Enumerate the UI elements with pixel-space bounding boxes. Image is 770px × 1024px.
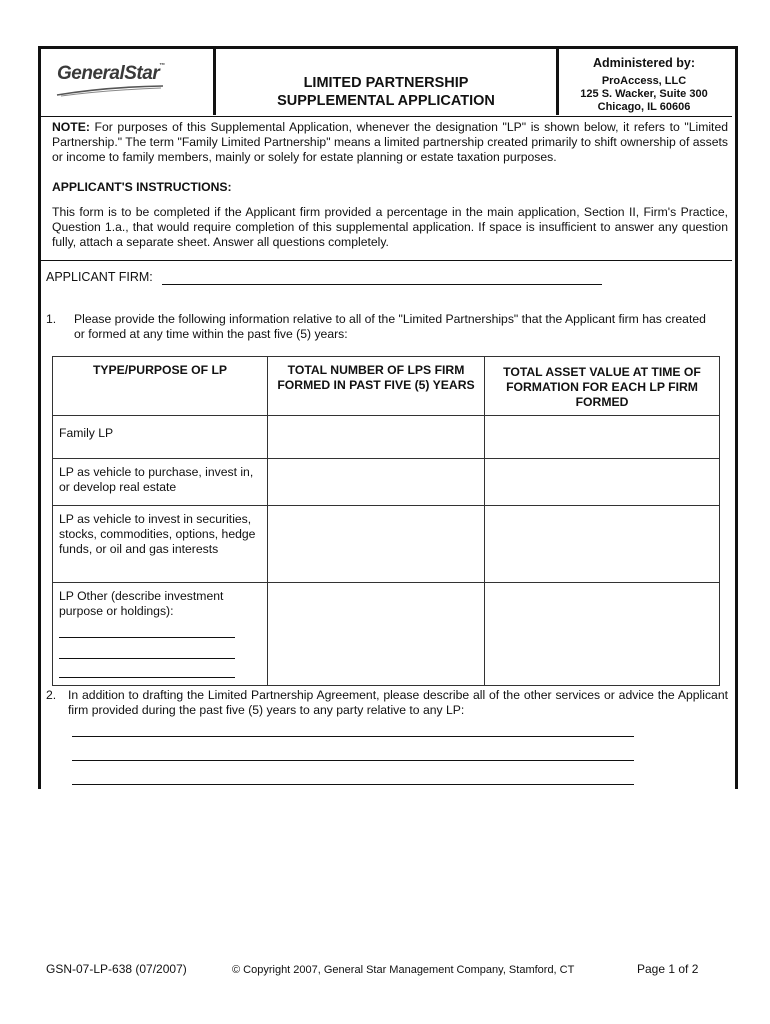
row-label-real-estate: LP as vehicle to purchase, invest in, or develop real estate [53, 459, 268, 506]
header-total-asset-value: TOTAL ASSET VALUE AT TIME OF FORMATION FOR EACH LP FIRM FORMED [485, 357, 720, 416]
footer-form-code: GSN-07-LP-638 (07/2007) [46, 962, 187, 976]
other-description-line-3[interactable] [59, 677, 235, 678]
admin-street: 125 S. Wacker, Suite 300 [580, 88, 708, 100]
note-text: For purposes of this Supplemental Application, whenever the designation "LP" is shown below, it refers to "Limited Partnership." The term "Family Limited Partnership" means a limited partnership created primarily to shift ownership of assets or income to family members, mainly or solely for estate planning or estate taxation purposes. [52, 120, 728, 164]
cell-family-lp-value[interactable] [485, 416, 720, 459]
title-box [216, 49, 559, 115]
answer-line-2[interactable] [72, 760, 634, 761]
answer-line-1[interactable] [72, 736, 634, 737]
lp-table [52, 356, 720, 686]
admin-city: Chicago, IL 60606 [597, 101, 691, 113]
instructions-divider [41, 260, 732, 261]
answer-line-3[interactable] [72, 784, 634, 785]
logo-trademark: ™ [159, 63, 165, 69]
applicant-firm-label: APPLICANT FIRM: [46, 270, 153, 284]
administered-by-heading: Administered by: [592, 56, 696, 70]
other-description-line-2[interactable] [59, 658, 235, 659]
instructions-text: This form is to be completed if the Applicant firm provided a percentage in the main application, Section II, Firm's Practice, Question 1.a., that would require completion of this supplemental application. If space is insufficient to answer any question fully, attach a separate sheet. Answer all questions completely. [52, 205, 728, 249]
logo-swoosh-icon [55, 85, 165, 97]
row-label-securities: LP as vehicle to invest in securities, stocks, commodities, options, hedge funds, or oil and gas interests [53, 506, 268, 583]
row-label-other [53, 583, 268, 686]
logo-text: GeneralStar [57, 63, 160, 84]
note-label: NOTE: [52, 120, 90, 134]
form-header [38, 46, 735, 118]
cell-other-value[interactable] [485, 583, 720, 686]
other-description-line-1[interactable] [59, 637, 235, 638]
cell-real-estate-value[interactable] [485, 459, 720, 506]
cell-securities-count[interactable] [268, 506, 485, 583]
row-label-family-lp: Family LP [53, 416, 268, 459]
table-row [53, 416, 720, 459]
question1-number: 1. [46, 312, 57, 326]
header-total-number: TOTAL NUMBER OF LPS FIRM FORMED IN PAST FIVE (5) YEARS [268, 357, 485, 416]
footer-page-number: Page 1 of 2 [637, 962, 699, 976]
table-header-row [53, 357, 720, 416]
table-row [53, 459, 720, 506]
cell-securities-value[interactable] [485, 506, 720, 583]
cell-family-lp-count[interactable] [268, 416, 485, 459]
footer-copyright: © Copyright 2007, General Star Management Company, Stamford, CT [232, 964, 575, 976]
header-type-purpose: TYPE/PURPOSE OF LP [53, 357, 268, 416]
question2-number: 2. [46, 688, 57, 702]
instructions-heading: APPLICANT'S INSTRUCTIONS: [52, 180, 232, 194]
logo-box [41, 49, 216, 115]
header-divider [41, 116, 732, 117]
applicant-firm-field[interactable] [162, 284, 602, 285]
admin-company: ProAccess, LLC [601, 75, 687, 87]
general-star-logo [57, 63, 165, 85]
note-paragraph [52, 120, 728, 165]
table-row [53, 583, 720, 686]
question1-text: Please provide the following information relative to all of the "Limited Partnerships" that the Applicant firm has created or formed at any time within the past five (5) years: [74, 312, 706, 341]
question2-text: In addition to drafting the Limited Partnership Agreement, please describe all of the other services or advice the Applicant firm provided during the past five (5) years to any party relative to any LP: [68, 688, 728, 717]
administrator-box [559, 49, 729, 115]
form-title-line1: LIMITED PARTNERSHIP [303, 75, 469, 91]
cell-real-estate-count[interactable] [268, 459, 485, 506]
row-label-other-text: LP Other (describe investment purpose or holdings): [59, 589, 224, 618]
form-title-line2: SUPPLEMENTAL APPLICATION [277, 93, 495, 109]
cell-other-count[interactable] [268, 583, 485, 686]
table-row [53, 506, 720, 583]
